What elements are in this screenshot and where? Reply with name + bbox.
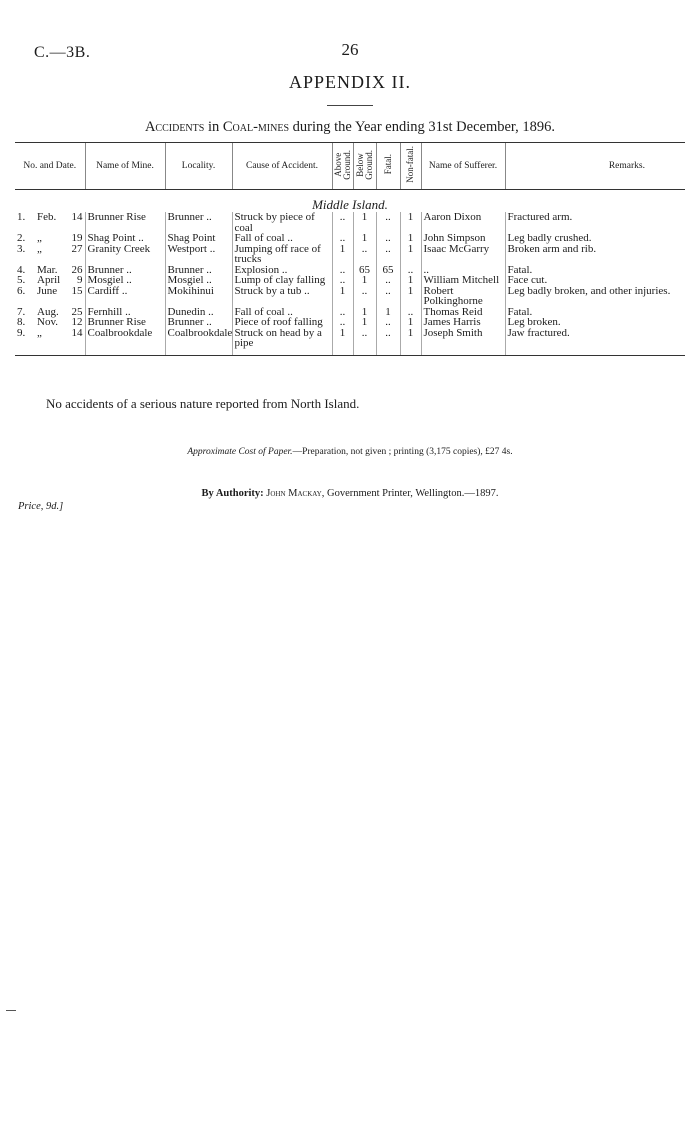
row-number: 3. xyxy=(17,242,26,255)
cell-fatal: .. xyxy=(376,233,400,244)
document-reference: C.—3B. xyxy=(34,44,91,61)
cell-cause: Fall of coal .. xyxy=(232,233,332,244)
cell-non-fatal: 1 xyxy=(400,317,421,328)
date-left xyxy=(17,328,42,339)
cell-cause: Fall of coal .. xyxy=(232,307,332,318)
table-row xyxy=(15,212,685,233)
row-number: 5. xyxy=(17,274,26,286)
cell-non-fatal: 1 xyxy=(400,244,421,265)
row-day: 19 xyxy=(71,232,83,244)
cell-sufferer: James Harris xyxy=(421,317,505,328)
cell-mine: Shag Point .. xyxy=(85,233,165,244)
cost-of-paper xyxy=(0,447,700,457)
cell-cause: Struck by a tub .. xyxy=(232,286,332,307)
cell-no-date xyxy=(15,317,85,328)
table-title xyxy=(0,119,700,136)
cell-above-ground: 1 xyxy=(332,328,353,356)
cell-non-fatal: 1 xyxy=(400,286,421,307)
title-divider xyxy=(327,105,373,106)
cell-mine: Brunner .. xyxy=(85,265,165,276)
cell-cause: Jumping off race of trucks xyxy=(232,244,332,265)
cell-locality: Mokihinui xyxy=(165,286,232,307)
row-day: 26 xyxy=(71,263,83,276)
col-header-fatal-text: Fatal. xyxy=(382,154,393,175)
cost-label: Approximate Cost of Paper. xyxy=(187,447,293,457)
col-header-sufferer: Name of Sufferer. xyxy=(421,143,505,190)
table-title-part-2: in xyxy=(204,119,223,135)
margin-mark xyxy=(6,1010,16,1011)
row-day: 27 xyxy=(71,242,83,255)
cell-cause: Lump of clay falling xyxy=(232,275,332,286)
cell-no-date xyxy=(15,244,85,265)
row-number: 4. xyxy=(17,263,26,276)
row-number: 7. xyxy=(17,305,26,318)
row-day: 14 xyxy=(71,211,83,223)
row-month: Aug. xyxy=(37,305,59,318)
cell-locality: Coalbrookdale xyxy=(165,328,232,356)
cell-below-ground: 1 xyxy=(353,275,376,286)
cell-remarks: Face cut. xyxy=(505,275,685,286)
cell-remarks: Fatal. xyxy=(505,307,685,318)
row-number: 9. xyxy=(17,326,26,339)
cell-below-ground: 1 xyxy=(353,317,376,328)
cell-fatal: 65 xyxy=(376,265,400,276)
cell-no-date xyxy=(15,233,85,244)
cell-fatal: .. xyxy=(376,212,400,233)
row-day: 14 xyxy=(71,326,83,339)
col-header-mine: Name of Mine. xyxy=(85,143,165,190)
cell-cause: Struck on head by a pipe xyxy=(232,328,332,356)
table-title-part-4: during the Year ending 31st December, 1896. xyxy=(289,119,556,135)
cell-sufferer: Isaac McGarry xyxy=(421,244,505,265)
row-month: Nov. xyxy=(37,316,58,328)
section-label: Middle Island. xyxy=(312,196,388,212)
cell-locality: Brunner .. xyxy=(165,317,232,328)
row-month: Mar. xyxy=(37,263,58,276)
printer-name: John Mackay xyxy=(266,488,322,499)
row-month: Feb. xyxy=(37,211,57,223)
cell-sufferer: William Mitchell xyxy=(421,275,505,286)
cell-no-date xyxy=(15,212,85,233)
cell-non-fatal: 1 xyxy=(400,212,421,233)
cell-remarks: Fractured arm. xyxy=(505,212,685,233)
cell-above-ground: .. xyxy=(332,275,353,286)
cell-below-ground: 1 xyxy=(353,212,376,233)
cell-locality: Brunner .. xyxy=(165,212,232,233)
table-row xyxy=(15,244,685,265)
section-row xyxy=(15,190,685,213)
date-left xyxy=(17,212,56,223)
cell-above-ground: 1 xyxy=(332,286,353,307)
cell-no-date xyxy=(15,286,85,307)
cell-sufferer: .. xyxy=(421,265,505,276)
cell-mine: Mosgiel .. xyxy=(85,275,165,286)
cell-locality: Westport .. xyxy=(165,244,232,265)
page-number: 26 xyxy=(341,40,359,59)
cell-below-ground: .. xyxy=(353,286,376,307)
cell-above-ground: .. xyxy=(332,212,353,233)
cell-cause: Piece of roof falling xyxy=(232,317,332,328)
row-month: „ xyxy=(37,326,42,339)
cell-below-ground: .. xyxy=(353,244,376,265)
cell-fatal: .. xyxy=(376,286,400,307)
cell-remarks: Broken arm and rib. xyxy=(505,244,685,265)
north-island-note: No accidents of a serious nature reported from North Island. xyxy=(46,396,360,411)
row-month: April xyxy=(37,274,61,286)
authority-label: By Authority: xyxy=(201,488,264,499)
row-day: 25 xyxy=(71,305,83,318)
table-title-part-1: Accidents xyxy=(144,119,205,135)
cell-non-fatal: .. xyxy=(400,265,421,276)
date-wrap xyxy=(17,233,83,244)
table-row xyxy=(15,233,685,244)
date-left xyxy=(17,244,42,255)
cell-above-ground: 1 xyxy=(332,244,353,265)
cell-mine: Coalbrookdale xyxy=(85,328,165,356)
cell-mine: Cardiff .. xyxy=(85,286,165,307)
price: Price, 9d.] xyxy=(18,501,64,512)
cell-sufferer: Thomas Reid xyxy=(421,307,505,318)
col-header-cause: Cause of Accident. xyxy=(232,143,332,190)
cell-non-fatal: 1 xyxy=(400,233,421,244)
cell-mine: Brunner Rise xyxy=(85,212,165,233)
cell-sufferer: Aaron Dixon xyxy=(421,212,505,233)
cell-below-ground: .. xyxy=(353,328,376,356)
col-header-below-ground-text: Below Ground. xyxy=(354,149,374,180)
cell-below-ground: 1 xyxy=(353,307,376,318)
table-row xyxy=(15,328,685,356)
col-header-locality: Locality. xyxy=(165,143,232,190)
cell-fatal: .. xyxy=(376,244,400,265)
row-month: June xyxy=(37,284,58,297)
cell-non-fatal: 1 xyxy=(400,275,421,286)
cell-below-ground: 65 xyxy=(353,265,376,276)
date-wrap xyxy=(17,244,83,255)
cell-fatal: .. xyxy=(376,275,400,286)
col-header-below-ground xyxy=(353,143,376,190)
cell-remarks: Jaw fractured. xyxy=(505,328,685,356)
table-title-part-3: Coal-mines xyxy=(222,119,290,135)
cell-remarks: Leg badly broken, and other injuries. xyxy=(505,286,685,307)
cell-above-ground: .. xyxy=(332,233,353,244)
row-number: 6. xyxy=(17,284,26,297)
cell-fatal: .. xyxy=(376,328,400,356)
cell-locality: Dunedin .. xyxy=(165,307,232,318)
cell-remarks: Leg badly crushed. xyxy=(505,233,685,244)
date-wrap xyxy=(17,317,83,328)
row-number: 1. xyxy=(17,211,26,223)
cell-locality: Mosgiel .. xyxy=(165,275,232,286)
date-left xyxy=(17,286,57,297)
appendix-title: APPENDIX II. xyxy=(289,72,411,92)
cell-above-ground: .. xyxy=(332,265,353,276)
cell-mine: Brunner Rise xyxy=(85,317,165,328)
row-month: „ xyxy=(37,242,42,255)
cell-sufferer: John Simpson xyxy=(421,233,505,244)
col-header-no-date: No. and Date. xyxy=(15,143,85,190)
table-row xyxy=(15,275,685,286)
row-day: 15 xyxy=(71,284,83,297)
authority-rest: , Government Printer, Wellington.—1897. xyxy=(321,488,499,499)
row-month: „ xyxy=(37,232,42,244)
printer-authority xyxy=(0,488,700,499)
date-wrap xyxy=(17,212,83,223)
table-row xyxy=(15,317,685,328)
row-number: 8. xyxy=(17,316,26,328)
cell-non-fatal: .. xyxy=(400,307,421,318)
col-header-fatal xyxy=(376,143,400,190)
cell-non-fatal: 1 xyxy=(400,328,421,356)
cell-fatal: .. xyxy=(376,317,400,328)
cell-sufferer: Joseph Smith xyxy=(421,328,505,356)
cell-mine: Fernhill .. xyxy=(85,307,165,318)
cell-remarks: Leg broken. xyxy=(505,317,685,328)
row-day: 9 xyxy=(77,274,83,286)
col-header-non-fatal xyxy=(400,143,421,190)
cell-locality: Brunner .. xyxy=(165,265,232,276)
row-day: 12 xyxy=(71,316,83,328)
table-header-row xyxy=(15,143,685,190)
col-header-above-ground-text: Above Ground. xyxy=(332,149,352,180)
date-wrap xyxy=(17,286,83,297)
cell-above-ground: .. xyxy=(332,317,353,328)
cell-cause: Struck by piece of coal xyxy=(232,212,332,233)
table-row xyxy=(15,286,685,307)
cell-below-ground: 1 xyxy=(353,233,376,244)
cell-above-ground: .. xyxy=(332,307,353,318)
col-header-above-ground xyxy=(332,143,353,190)
row-number: 2. xyxy=(17,232,26,244)
accidents-table xyxy=(15,142,685,356)
cell-remarks: Fatal. xyxy=(505,265,685,276)
date-wrap xyxy=(17,328,83,339)
cell-no-date xyxy=(15,328,85,356)
col-header-non-fatal-text: Non-fatal. xyxy=(405,146,415,183)
cost-text: —Preparation, not given ; printing (3,175 copies), £27 4s. xyxy=(292,447,513,457)
col-header-remarks: Remarks. xyxy=(505,143,685,190)
cell-sufferer: Robert Polkinghorne xyxy=(421,286,505,307)
cell-mine: Granity Creek xyxy=(85,244,165,265)
cell-locality: Shag Point xyxy=(165,233,232,244)
cell-cause: Explosion .. xyxy=(232,265,332,276)
cell-fatal: 1 xyxy=(376,307,400,318)
